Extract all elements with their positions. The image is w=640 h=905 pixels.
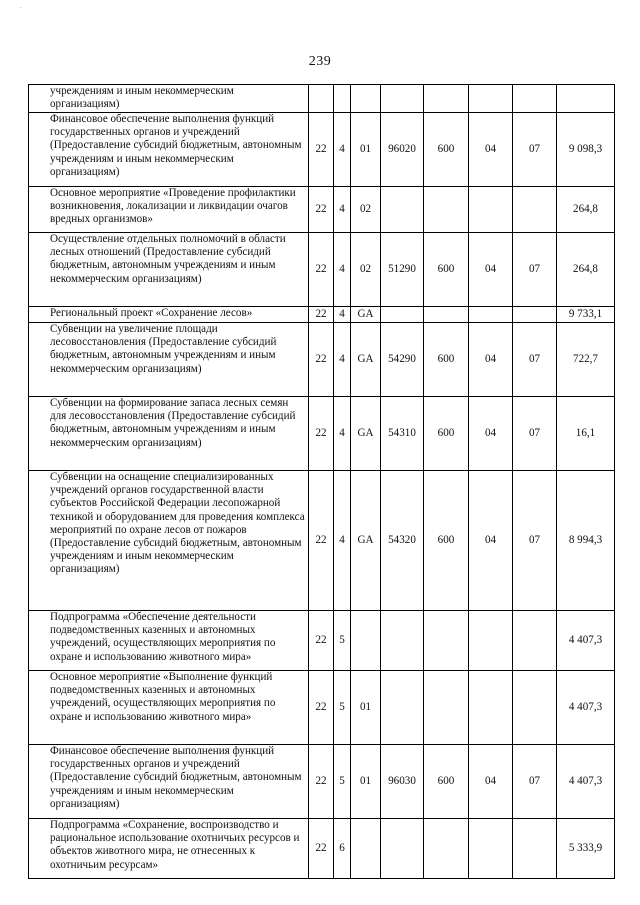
table-row (29, 323, 615, 397)
cell-expense-type: 600 (424, 233, 469, 307)
cell-program: 22 (309, 397, 334, 471)
cell-direction: 96030 (381, 745, 424, 819)
table-row (29, 85, 615, 113)
cell-section: 04 (469, 113, 513, 187)
cell-section (469, 819, 513, 879)
row-name: Финансовое обеспечение выполнения функций государственных органов и учреждений (Предоставление субсидий бюджетным, автономным учреждениям и иным некоммерческим организациям) (29, 745, 309, 819)
cell-amount: 16,1 (557, 397, 615, 471)
cell-section: 04 (469, 233, 513, 307)
cell-program: 22 (309, 611, 334, 671)
cell-subsection (513, 671, 557, 745)
cell-event: GA (351, 397, 381, 471)
cell-subprogram: 4 (334, 471, 351, 611)
cell-event: 02 (351, 233, 381, 307)
table-row (29, 671, 615, 745)
cell-subprogram: 5 (334, 745, 351, 819)
cell-expense-type (424, 307, 469, 323)
row-name: Региональный проект «Сохранение лесов» (29, 307, 309, 323)
cell-subsection (513, 819, 557, 879)
corner-mark: . (20, 2, 22, 10)
budget-table-body (29, 85, 615, 879)
cell-direction: 54320 (381, 471, 424, 611)
cell-program: 22 (309, 187, 334, 233)
cell-event: 02 (351, 187, 381, 233)
table-row (29, 819, 615, 879)
cell-program: 22 (309, 745, 334, 819)
cell-expense-type: 600 (424, 397, 469, 471)
cell-direction: 96020 (381, 113, 424, 187)
row-name: Субвенции на увеличение площади лесовосстановления (Предоставление субсидий бюджетным, автономным учреждениям и иным некоммерческим организациям) (29, 323, 309, 397)
cell-subprogram: 6 (334, 819, 351, 879)
cell-program: 22 (309, 671, 334, 745)
cell-event (351, 819, 381, 879)
cell-amount: 9 098,3 (557, 113, 615, 187)
cell-section: 04 (469, 397, 513, 471)
row-name: учреждениям и иным некоммерческим организациям) (29, 85, 309, 113)
cell-event: 01 (351, 671, 381, 745)
cell-subsection: 07 (513, 113, 557, 187)
row-name: Финансовое обеспечение выполнения функций государственных органов и учреждений (Предоставление субсидий бюджетным, автономным учреждениям и иным некоммерческим организациям) (29, 113, 309, 187)
cell-event: GA (351, 307, 381, 323)
cell-expense-type (424, 85, 469, 113)
cell-amount: 9 733,1 (557, 307, 615, 323)
cell-program: 22 (309, 471, 334, 611)
cell-subprogram: 4 (334, 307, 351, 323)
cell-subprogram: 4 (334, 397, 351, 471)
cell-section (469, 611, 513, 671)
cell-event (351, 85, 381, 113)
cell-program: 22 (309, 113, 334, 187)
cell-expense-type (424, 819, 469, 879)
cell-amount: 8 994,3 (557, 471, 615, 611)
cell-subsection: 07 (513, 745, 557, 819)
cell-subprogram: 4 (334, 187, 351, 233)
cell-amount: 5 333,9 (557, 819, 615, 879)
cell-program: 22 (309, 307, 334, 323)
cell-subsection: 07 (513, 323, 557, 397)
cell-program (309, 85, 334, 113)
row-name: Основное мероприятие «Выполнение функций подведомственных казенных и автономных учреждений, осуществляющих мероприятия по охране и использованию животного мира» (29, 671, 309, 745)
cell-subprogram: 4 (334, 323, 351, 397)
cell-program: 22 (309, 233, 334, 307)
cell-event: GA (351, 323, 381, 397)
cell-expense-type (424, 671, 469, 745)
cell-amount: 4 407,3 (557, 671, 615, 745)
cell-subsection (513, 611, 557, 671)
page-number: 239 (308, 54, 332, 69)
cell-subprogram: 4 (334, 233, 351, 307)
row-name: Субвенции на оснащение специализированных учреждений органов государственной власти субъектов Российской Федерации лесопожарной техникой и оборудованием для проведения комплекса мероприятий по охране лесов от пожаров (Предоставление субсидий бюджетным, автономным учреждениям и иным некоммерческим организациям) (29, 471, 309, 611)
cell-direction: 54310 (381, 397, 424, 471)
cell-section (469, 671, 513, 745)
table-row (29, 745, 615, 819)
cell-direction (381, 307, 424, 323)
cell-expense-type: 600 (424, 323, 469, 397)
budget-table (28, 84, 615, 879)
cell-subsection: 07 (513, 397, 557, 471)
cell-amount: 722,7 (557, 323, 615, 397)
cell-section: 04 (469, 745, 513, 819)
row-name: Подпрограмма «Обеспечение деятельности подведомственных казенных и автономных учреждений, осуществляющих мероприятия по охране и использованию животного мира» (29, 611, 309, 671)
cell-program: 22 (309, 323, 334, 397)
cell-subprogram: 5 (334, 611, 351, 671)
cell-subsection (513, 85, 557, 113)
cell-subprogram (334, 85, 351, 113)
table-row (29, 113, 615, 187)
cell-amount: 264,8 (557, 187, 615, 233)
cell-direction: 51290 (381, 233, 424, 307)
table-row (29, 471, 615, 611)
cell-section (469, 187, 513, 233)
table-row (29, 397, 615, 471)
cell-event (351, 611, 381, 671)
cell-subprogram: 5 (334, 671, 351, 745)
cell-section (469, 85, 513, 113)
cell-direction (381, 671, 424, 745)
cell-section: 04 (469, 323, 513, 397)
cell-expense-type (424, 611, 469, 671)
cell-section (469, 307, 513, 323)
row-name: Субвенции на формирование запаса лесных семян для лесовосстановления (Предоставление субсидий бюджетным, автономным учреждениям и иным некоммерческим организациям) (29, 397, 309, 471)
cell-event: 01 (351, 745, 381, 819)
cell-expense-type (424, 187, 469, 233)
row-name: Осуществление отдельных полномочий в области лесных отношений (Предоставление субсидий бюджетным, автономным учреждениям и иным некоммерческим организациям) (29, 233, 309, 307)
row-name: Основное мероприятие «Проведение профилактики возникновения, локализации и ликвидации очагов вредных организмов» (29, 187, 309, 233)
table-row (29, 307, 615, 323)
cell-section: 04 (469, 471, 513, 611)
cell-subsection (513, 187, 557, 233)
cell-direction (381, 85, 424, 113)
table-row (29, 233, 615, 307)
cell-subsection: 07 (513, 471, 557, 611)
cell-subprogram: 4 (334, 113, 351, 187)
cell-amount: 264,8 (557, 233, 615, 307)
cell-expense-type: 600 (424, 745, 469, 819)
cell-direction: 54290 (381, 323, 424, 397)
cell-direction (381, 187, 424, 233)
cell-expense-type: 600 (424, 471, 469, 611)
cell-direction (381, 819, 424, 879)
cell-event: GA (351, 471, 381, 611)
row-name: Подпрограмма «Сохранение, воспроизводство и рациональное использование охотничьих ресурсов и объектов животного мира, не отнесенных к охотничьим ресурсам» (29, 819, 309, 879)
cell-expense-type: 600 (424, 113, 469, 187)
cell-amount: 4 407,3 (557, 745, 615, 819)
cell-amount: 4 407,3 (557, 611, 615, 671)
table-row (29, 187, 615, 233)
cell-program: 22 (309, 819, 334, 879)
cell-event: 01 (351, 113, 381, 187)
cell-direction (381, 611, 424, 671)
cell-subsection: 07 (513, 233, 557, 307)
table-row (29, 611, 615, 671)
cell-amount (557, 85, 615, 113)
cell-subsection (513, 307, 557, 323)
